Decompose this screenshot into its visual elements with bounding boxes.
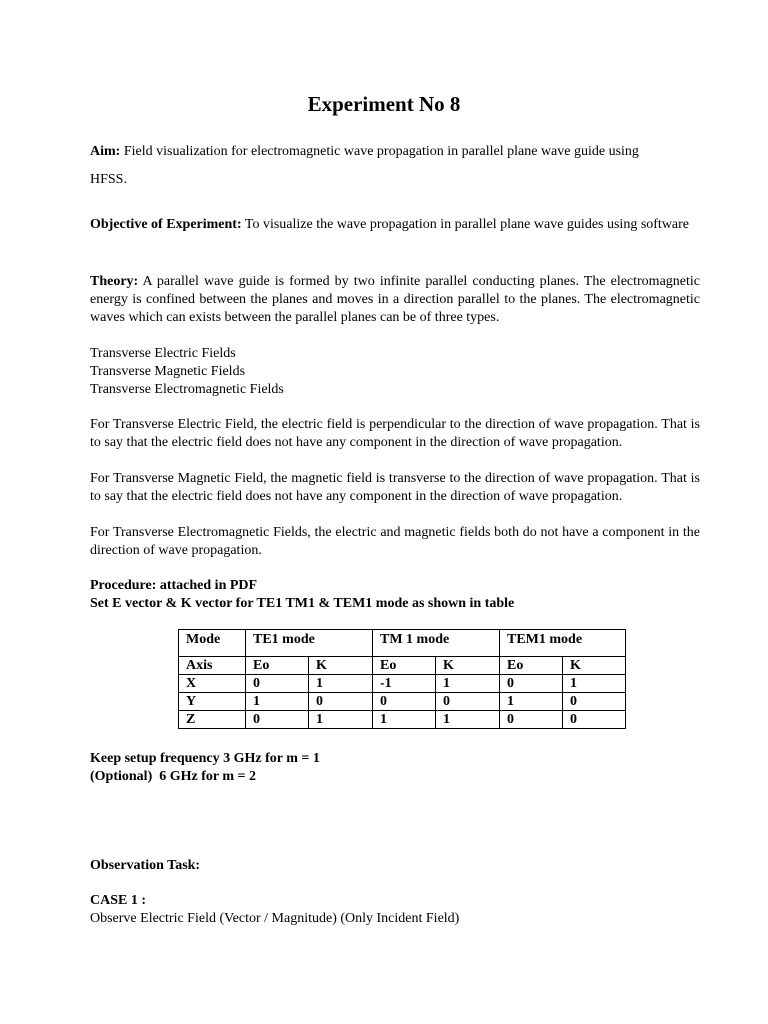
- table-cell: 1: [373, 711, 436, 729]
- table-cell: 1: [309, 711, 373, 729]
- table-subheader-cell: K: [309, 657, 373, 675]
- tm-description: For Transverse Magnetic Field, the magnetic field is transverse to the direction of wave propagation. That is to say that the electric field does not have any component in the direction of wave propagation.: [90, 471, 700, 504]
- table-cell: 0: [500, 711, 563, 729]
- theory-text: A parallel wave guide is formed by two infinite parallel conducting planes. The electromagnetic energy is confined between the planes and moves in a direction parallel to the planes. The electromagnetic waves which can exists between the parallel planes can be of three types.: [90, 274, 700, 325]
- aim-text-continued: HFSS.: [90, 172, 127, 187]
- table-header-te1: TE1 mode: [246, 630, 373, 657]
- table-cell: 0: [246, 675, 309, 693]
- table-cell: 0: [246, 711, 309, 729]
- te-description: For Transverse Electric Field, the electric field is perpendicular to the direction of wave propagation. That is to say that the electric field does not have any component in the direction of wave propagation.: [90, 417, 700, 450]
- optional-frequency-line: (Optional) 6 GHz for m = 2: [90, 769, 256, 784]
- table-row: [179, 693, 626, 711]
- observation-heading: Observation Task:: [90, 858, 201, 873]
- tem-description: For Transverse Electromagnetic Fields, the electric and magnetic fields both do not have a component in the direction of wave propagation.: [90, 525, 700, 558]
- table-cell: 1: [246, 693, 309, 711]
- table-cell: 0: [373, 693, 436, 711]
- aim-text: Field visualization for electromagnetic wave propagation in parallel plane wave guide using: [120, 144, 639, 159]
- table-header-mode: Mode: [179, 630, 246, 657]
- table-subheader-cell: Eo: [500, 657, 563, 675]
- table-header-row: [179, 630, 626, 657]
- table-cell: -1: [373, 675, 436, 693]
- table-cell: 0: [309, 693, 373, 711]
- table-cell: 0: [500, 675, 563, 693]
- field-type-tm: Transverse Magnetic Fields: [90, 364, 246, 379]
- objective-paragraph: [90, 214, 700, 235]
- theory-paragraph: [90, 273, 700, 327]
- case-description: Observe Electric Field (Vector / Magnitude) (Only Incident Field): [90, 911, 460, 926]
- table-cell-axis: X: [179, 675, 246, 693]
- table-cell: 0: [563, 693, 626, 711]
- table-cell-axis: Z: [179, 711, 246, 729]
- procedure-line: Procedure: attached in PDF: [90, 578, 258, 593]
- table-cell: 1: [309, 675, 373, 693]
- case-heading: CASE 1 :: [90, 893, 147, 908]
- field-type-te: Transverse Electric Fields: [90, 346, 236, 361]
- vector-setup-line: Set E vector & K vector for TE1 TM1 & TEM1 mode as shown in table: [90, 596, 515, 611]
- table-subheader-cell: K: [563, 657, 626, 675]
- table-header-tm1: TM 1 mode: [373, 630, 500, 657]
- aim-label: Aim:: [90, 144, 121, 159]
- objective-text: To visualize the wave propagation in parallel plane wave guides using software: [241, 217, 690, 232]
- table-subheader-cell: Eo: [246, 657, 309, 675]
- field-type-tem: Transverse Electromagnetic Fields: [90, 382, 284, 397]
- mode-vector-table: [178, 629, 626, 729]
- table-subheader-row: [179, 657, 626, 675]
- page-title: Experiment No 8: [307, 92, 461, 116]
- table-subheader-cell: K: [436, 657, 500, 675]
- table-cell: 1: [436, 675, 500, 693]
- objective-label: Objective of Experiment:: [90, 217, 242, 232]
- table-header-tem1: TEM1 mode: [500, 630, 626, 657]
- table-cell: 1: [500, 693, 563, 711]
- table-row: [179, 675, 626, 693]
- table-cell: 1: [436, 711, 500, 729]
- table-row: [179, 711, 626, 729]
- table-subheader-cell: Eo: [373, 657, 436, 675]
- table-header-axis: Axis: [179, 657, 246, 675]
- table-cell: 0: [436, 693, 500, 711]
- table-cell-axis: Y: [179, 693, 246, 711]
- table-cell: 0: [563, 711, 626, 729]
- aim-paragraph: [90, 143, 700, 161]
- table-cell: 1: [563, 675, 626, 693]
- theory-label: Theory:: [90, 274, 139, 289]
- setup-frequency-line: Keep setup frequency 3 GHz for m = 1: [90, 751, 320, 766]
